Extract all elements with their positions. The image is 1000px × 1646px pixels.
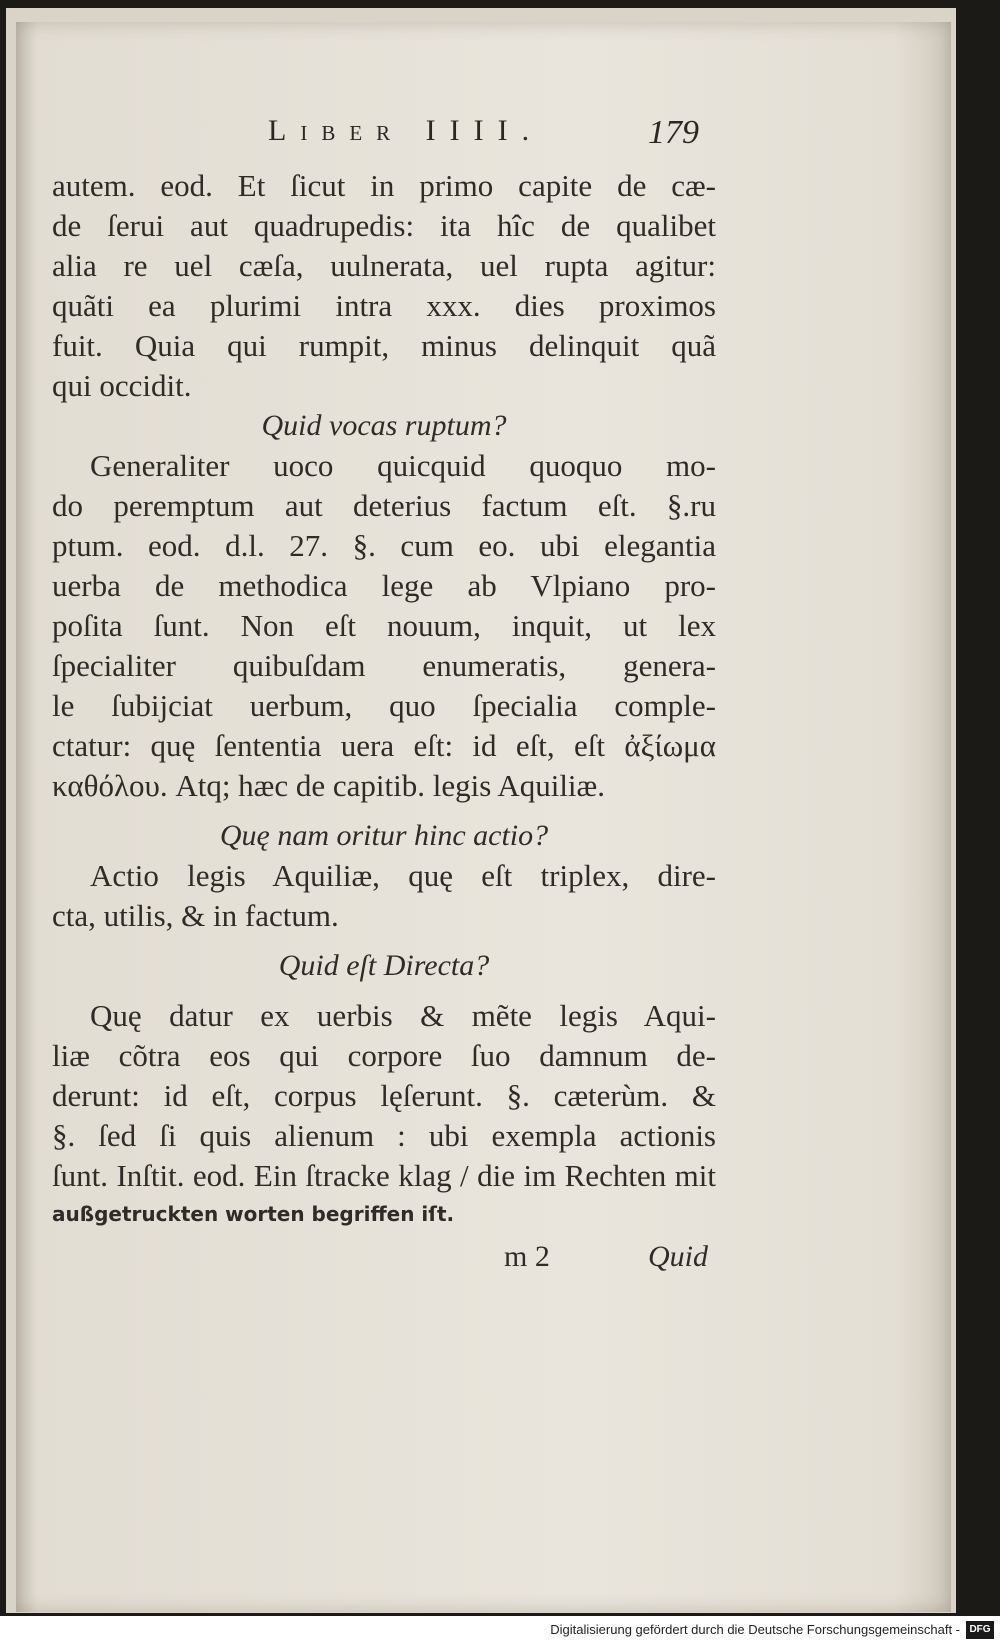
paragraph-3 [52,856,716,936]
page-number: 179 [648,114,699,151]
question-heading: Quid eſt Directa? [278,949,490,982]
text-line: ctatur: quę ſententia uera eſt: id eſt, eſt ἀξίωμα [52,728,716,763]
blackletter-line: außgetruckten worten begriffen iſt. [52,1202,455,1226]
text-line: do peremptum aut deterius factum eſt. §.ru [52,488,716,523]
text-line: quãti ea plurimi intra xxx. dies proximos [52,288,716,323]
text-line: le ſubijciat uerbum, quo ſpecialia comple- [52,688,716,723]
text-line: Generaliter uoco quicquid quoquo mo- [90,448,716,483]
catchword: Quid [648,1240,708,1273]
text-line: de ſerui aut quadrupedis: ita hîc de qualibet [52,208,716,243]
text-line: §. ſed ſi quis alienum : ubi exempla actionis [52,1118,716,1153]
paragraph-1 [52,166,716,406]
page-header [16,114,951,158]
question-heading: Quid vocas ruptum? [261,409,507,442]
text-line: ſpecialiter quibuſdam enumeratis, genera- [52,648,716,683]
text-line: fuit. Quia qui rumpit, minus delinquit quã [52,328,716,363]
page-footer [16,1240,951,1284]
paragraph-2 [52,446,716,806]
dfg-logo-icon: DFG [966,1621,994,1639]
text-line: poſita ſunt. Non eſt nouum, inquit, ut lex [52,608,716,643]
signature-mark: m 2 [504,1240,550,1273]
text-line: alia re uel cæſa, uulnerata, uel rupta agitur: [52,248,716,283]
text-line: Actio legis Aquiliæ, quę eſt triplex, dire- [90,858,716,893]
text-line: uerba de methodica lege ab Vlpiano pro- [52,568,716,603]
text-line: derunt: id eſt, corpus lęſerunt. §. cæterùm. & [52,1078,716,1113]
book-page [16,22,951,1612]
text-line: ptum. eod. d.l. 27. §. cum eo. ubi elegantia [52,528,716,563]
paragraph-4 [52,996,716,1232]
question-heading: Quę nam oritur hinc actio? [219,819,549,852]
text-line: cta, utilis, & in factum. [52,898,339,933]
text-line: qui occidit. [52,368,192,403]
running-head: Liber IIII. [268,114,544,147]
text-line: καθόλου. Atq; hæc de capitib. legis Aquiliæ. [52,768,605,803]
text-line: ſunt. Inſtit. eod. Ein ſtracke klag / die im Rechten mit [52,1158,716,1193]
credit-text: Digitalisierung gefördert durch die Deutsche Forschungsgemeinschaft - [550,1622,960,1637]
credit-strip [0,1616,1000,1646]
text-line: Quę datur ex uerbis & mẽte legis Aqui- [90,998,716,1033]
text-line: autem. eod. Et ſicut in primo capite de cæ- [52,168,716,203]
text-line: liæ cõtra eos qui corpore ſuo damnum de- [52,1038,716,1073]
page-body [52,166,716,1232]
scan-background [6,8,956,1613]
